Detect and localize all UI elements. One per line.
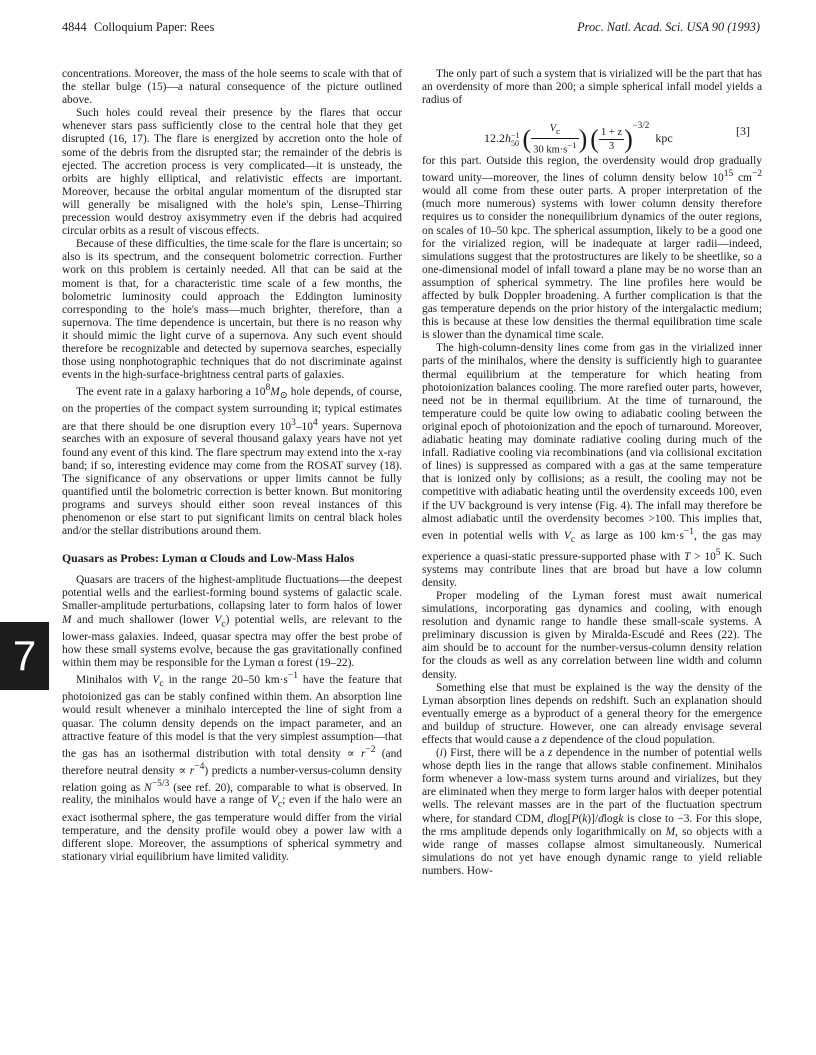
paragraph: (i) First, there will be a z dependence in the number of potential wells whose depth lies in the range that allows stable confinement. Minihalos form whenever a low-mass system turns around and virializes, but they are eliminated when they merge to form larger halos with deeper potential wells. The relevant masses are in the part of the fluctuation spectrum where, for standard CDM, dlog[P(k)]/dlogk is close to −3. For this slope, the rms amplitude depends only logarithmically on M, so objects with a wide range of masses collapse almost simultaneously. Numerical simulations do not yet have enough dynamic range to yield reliable numbers. How- <box>422 747 763 877</box>
equation-body: 12.2h −1 50 ( $\frac{V_c}{30 km\cdot s^{-1}}$ ) ( $\frac{1 + z}{3}$ )$^{-3/2}$ kpc <box>484 120 673 156</box>
paragraph: The only part of such a system that is virialized will be the part that has an overdensity of more than 200; a simple spherical infall model yields a radius of <box>422 68 762 107</box>
equation-number: [3] <box>736 124 750 139</box>
header-label: Colloquium Paper: Rees <box>94 20 215 34</box>
paragraph: Quasars are tracers of the highest-amplitude fluctuations—the deepest potential wells and the earliest-forming bound systems of galactic scale. Smaller-amplitude perturbations, collapsing later to form halos of lower M and much shallower (lower $V_c$) potential wells, are relevant to the lower-mass galaxies. Indeed, quasar spectra may offer the best probe of how these small systems evolve, because the gas gravitationally confined within them may be responsible for the Lyman α forest (19–22). <box>62 574 402 670</box>
paragraph: for this part. Outside this region, the overdensity would drop gradually toward unity—moreover, the lines of column density below $10^{15}$ $cm^{-2}$ would all come from these outer parts. A proper interpretation of the (much more numerous) systems with lower column density therefore requires us to consider the nonequilibrium dynamics of the outer regions, on scales of 10–50 kpc. The spherical assumption, likely to be a good one for the virialized region, will be inadequate at larger radii—indeed, simulations suggest that the protostructures are likely to be sheetlike, so a one-dimensional model of infall toward a plane may be no worse than an assumption of spherical symmetry. The line profiles here would be affected by bulk Doppler broadening. A further complication is that the gas temperature depends on the prior history of the intergalactic medium; this is because at these low densities the thermal equilibration time scale is slower than the dynamical time scale. <box>422 155 762 342</box>
paragraph: concentrations. Moreover, the mass of the hole seems to scale with that of the stellar bulge (15)—a natural consequence of the picture outlined above. <box>62 68 402 107</box>
right-column <box>422 68 762 878</box>
journal-citation: Proc. Natl. Acad. Sci. USA 90 (1993) <box>577 20 760 34</box>
page-number: 4844 <box>62 20 87 34</box>
paragraph: The event rate in a galaxy harboring a $10^8M_⊙$ hole depends, of course, on the properties of the compact system surrounding it; typical estimates are that there should be one disruption every $10^3-10^4$ years. Supernova searches with an exposure of several thousand galaxy years have not yet found any event of this kind. The flare spectrum may extend into the x-ray band; if so, interesting evidence may come from the ROSAT survey (18). The significance of any observations or upper limits cannot be fully quantified until the bolometric correction is better known. But monitoring programs and surveys should either soon reveal instances of this phenomenon or else start to put significant limits on central black holes and/or the stellar distributions around them. <box>62 383 402 538</box>
paragraph: Minihalos with $V_c$ in the range 20–50 $km\cdot s^{-1}$ have the feature that photoionized gas can be stably confined within them. An absorption line would result whenever a minihalo intercepted the line of sight from a quasar. The column density depends on the impact parameter, and an attractive feature of this model is that the very simplest assumption—that the gas has an isothermal distribution with total density ∝ $r^{-2}$ (and therefore neutral density ∝ $r^{-4}$) predicts a number-versus-column density relation going as $N^{-5/3}$ (see ref. 20), comparable to what is observed. In reality, the minihalos would have a range of $V_c$; even if the halo were an exact isothermal sphere, the gas temperature would differ from the virial temperature, and the density profile would obey a power law with a different slope. Moreover, the assumptions of spherical symmetry and stationary virial equilibrium have limited validity. <box>62 671 402 864</box>
equation-3 <box>422 111 762 156</box>
running-header <box>62 19 760 35</box>
paragraph: Because of these difficulties, the time scale for the flare is uncertain; so also is its spectrum, and the consequent bolometric correction. Further work on this problem is certainly needed. All that can be said at the moment is that, for a characteristic time scale of a few months, the bolometric luminosity could approach the Eddington luminosity corresponding to the hole's mass—much brighter, therefore, than a supernova. The time dependence is uncertain, but there is no reason why it should mimic the light curve of a supernova. Any such event should therefore be recognizable and detected by supernova searches, especially those using nonphotographic techniques that do not discriminate against events in the high-surface-brightness central parts of galaxies. <box>62 238 402 382</box>
section-heading: Quasars as Probes: Lyman α Clouds and Low-Mass Halos <box>62 551 355 566</box>
chapter-tab: 7 <box>0 622 49 690</box>
left-column <box>62 68 402 864</box>
paragraph: Proper modeling of the Lyman forest must await numerical simulations, incorporating gas dynamics and cooling, with enough resolution and dynamic range to handle these small-scale systems. A preliminary discussion is given by Miralda-Escudé and Rees (22). The aim should be to account for the number-versus-column density relation for the clouds as well as any correlation between line width and column density. <box>422 589 762 681</box>
paragraph: The high-column-density lines come from gas in the virialized inner parts of the minihalos, where the density is sufficiently high to guarantee thermal equilibrium at the temperature for which heating from photoionization balances cooling. The more rarefied outer parts, however, need not be in thermal equilibrium. At the time of turnaround, the temperature could be quite low owing to adiabatic cooling between the original epoch of photoionization and the epoch of turnaround. Moreover, adiabatic heating may dominate radiative cooling during much of the infall. Radiative cooling via recombinations (and via collisional excitation of lines) is suppressed as compared with a gas at the same temperature that is ionized only by collisions; as a result, the cooling may not be competitive with adiabatic heating until the overdensity exceeds 100, even if the UV background is very intense (Fig. 4). The infall may therefore be almost adiabatic until the overdensity becomes >100. This implies that, even in potential wells with $V_c$ as large as 100 $km\cdot s^{-1}$, the gas may experience a quasi-static pressure-supported phase with $T > 10^5$ K. Such systems may contribute lines that are broad but have a low column density. <box>422 342 762 589</box>
paragraph: Something else that must be explained is the way the density of the Lyman absorption lines depends on redshift. Such an explanation should eventually emerge as a byproduct of a general theory for the emergence and buildup of structure. However, one can already envisage several effects that would cause a z dependence of the cloud population. <box>422 681 762 746</box>
paragraph: Such holes could reveal their presence by the flares that occur whenever stars pass sufficiently close to the central hole that they get disrupted (16, 17). The flare is energized by accretion onto the hole of some of the debris from the disrupted star; the remainder of the debris is ejected. The accretion process is very complicated—it is unsteady, the orbits are highly elliptical, and relativistic effects are important. Moreover, because the orbital angular momentum of the disrupted star will generally be misaligned with the hole's spin, Lense–Thirring precession would destroy axisymmetry even if the debris had acquired circular orbits as a result of viscous effects. <box>62 107 402 238</box>
